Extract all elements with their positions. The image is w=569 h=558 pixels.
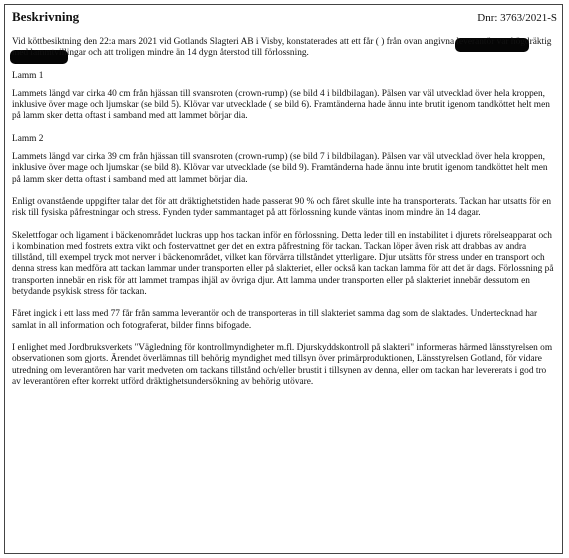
document-body	[12, 37, 555, 399]
lamb1-paragraph: Lammets längd var cirka 40 cm från hjässan till svansroten (crown-rump) (se bild 4 i bildbilagan). Pälsen var väl utvecklad över hela kroppen, inklusive över mage och ljumskar (se bild 5). Klövar var utvecklade ( se bild 6). Framtänderna hade ännu inte brutit igenom tandköttet helt men på lamm sker detta oftast i samband med att lammet börjar dia.	[12, 88, 550, 122]
intro-paragraph: Vid köttbesiktning den 22:a mars 2021 vid Gotlands Slagteri AB i Visby, konstaterades att ett får ( ) från ovan angivna leverantör var högdräktig med lammtvillingar och att troligen mindre än 14 dygn återstod till förlossning.	[12, 37, 552, 59]
page-title: Beskrivning	[12, 9, 80, 24]
case-number: Dnr: 3763/2021-S	[477, 12, 557, 24]
skeletal-paragraph: Skelettfogar och ligament i bäckenområdet luckras upp hos tackan inför en förlossning. Detta leder till en instabilitet i djurets rörelseapparat och i kombination med fostrets extra vikt och fostervattnet ger det en extra påfrestning för tackan. Tackan löper även risk att drabbas av andra tillstånd, till exempel tryck mot nerver i bäckenområdet, vilket kan förvärra tillståndet ytterligare. Djur utsätts för stress under en transport och denna stress kan medföra att tackan lammar under transporten eller på slakteriet, eller också kan tackan lamma för att det är dags. Förlossning på transporten innebär en risk för att lammet trampas ihjäl av övriga djur. Att lamma under transporten eller på slakteriet innebär dessutom en betydande psykisk stress för tackan.	[12, 230, 554, 298]
lamb2-paragraph: Lammets längd var cirka 39 cm från hjässan till svansroten (crown-rump) (se bild 7 i bildbilagan). Pälsen var väl utvecklad över hela kroppen, inklusive över mage och ljumskar (se bild 8). Klövar var utvecklade (se bild 9). Framtänderna hade ännu inte brutit igenom tandköttet helt men på lamm sker detta oftast i samband med att lammet börjar dia.	[12, 152, 548, 185]
delivery-paragraph: Fåret ingick i ett lass med 77 får från samma leverantör och de transporteras in till slakteriet samma dag som de slaktades. Undertecknad har samlat in all information och fotograferat, bilder finns bifogade.	[12, 309, 538, 331]
lamb1-heading: Lamm 1	[12, 70, 44, 81]
document-header	[12, 9, 557, 25]
conclusion-paragraph: Enligt ovanstående uppgifter talar det för att dräktighetstiden hade passerat 90 % och fåret skulle inte ha transporterats. Tackan har utsatts för en risk till fysiska påfrestningar och stress. Fynden tyder sammantaget på att förlossning kunde väntas inom mindre än 14 dagar.	[12, 196, 552, 219]
lamb2-heading: Lamm 2	[12, 133, 44, 144]
guidance-paragraph: I enlighet med Jordbruksverkets "Vägledning för kontrollmyndigheter m.fl. Djurskyddskontroll på slakteri" informeras härmed länsstyrelsen om observationen som gjorts. Ärendet överlämnas till behörig myndighet med tillsyn över primärproduktionen, Länsstyrelsen Gotland, för vidare utredning om leverantören har varit medveten om tackans tillstånd och/eller brustit i tillsynen av denna, eller om tackan har levererats i god tro av leverantören efter korrekt utförd dräktighetsundersökning av behörig utövare.	[12, 342, 553, 387]
